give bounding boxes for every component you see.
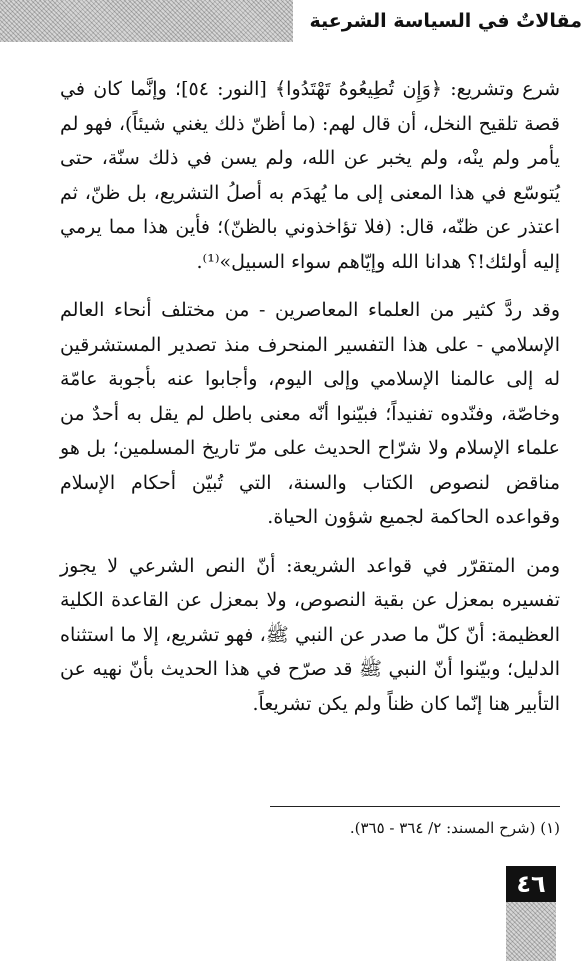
running-header xyxy=(0,0,588,42)
page-body xyxy=(60,72,560,721)
footnote-divider xyxy=(270,806,560,807)
paragraph-3: ومن المتقرّر في قواعد الشريعة: أنّ النص الشرعي لا يجوز تفسيره بمعزل عن بقية النصوص، ولا بمعزل عن القاعدة الكلية العظيمة: أنّ كلّ ما صدر عن النبي ﷺ، فهو تشريع، إلا ما استثناه الدليل؛ وبيّنوا أنّ النبي ﷺ قد صرّح في هذا الحديث بأنّ نهيه عن التأبير هنا إنّما كان ظناً ولم يكن تشريعاً. xyxy=(60,554,560,715)
paragraph-1: شرع وتشريع: ﴿وَإِن تُطِيعُوهُ تَهْتَدُوا﴾ [النور: ٥٤]؛ وإنَّما كان في قصة تلقيح النخل، أن قال لهم: (ما أظنّ ذلك يغني شيئاً)، فهو لم يأمر ولم ينْه، ولم يخبر عن الله، ولم يسن في ذلك سنّة، حتى يُتوسّع في هذا المعنى إلى ما يُهدَم به أصلُ التشريع، بل ظنّ، ثم اعتذر عن ظنّه، قال: (فلا تؤاخذوني بالظنّ)؛ فأين هذا مما يرمي إليه أولئك!؟ هدانا الله وإيّاهم سواء السبيل»⁽¹⁾. xyxy=(60,78,560,273)
book-title: مقالاتٌ في السياسة الشرعية xyxy=(293,0,588,42)
footer-pattern xyxy=(506,902,556,961)
footnote-1: (١) (شرح المسند: ٢/ ٣٦٤ - ٣٦٥). xyxy=(349,819,560,837)
page-number: ٤٦ xyxy=(506,866,556,902)
paragraph-2: وقد ردَّ كثير من العلماء المعاصرين - من مختلف أنحاء العالم الإسلامي - على هذا التفسير المنحرف منذ تصدير المستشرقين له إلى عالمنا الإسلامي وإلى اليوم، وأجابوا عنه بأجوبة عامّة وخاصّة، وفنّدوه تفنيداً؛ فبيّنوا أنّه معنى باطل لم يقل به أحدٌ من علماء الإسلام ولا شرّاح الحديث على مرّ تاريخ المسلمين؛ بل هو مناقض لنصوص الكتاب والسنة، التي تُبيّن أحكام الإسلام وقواعده الحاكمة لجميع شؤون الحياة. xyxy=(60,299,560,528)
